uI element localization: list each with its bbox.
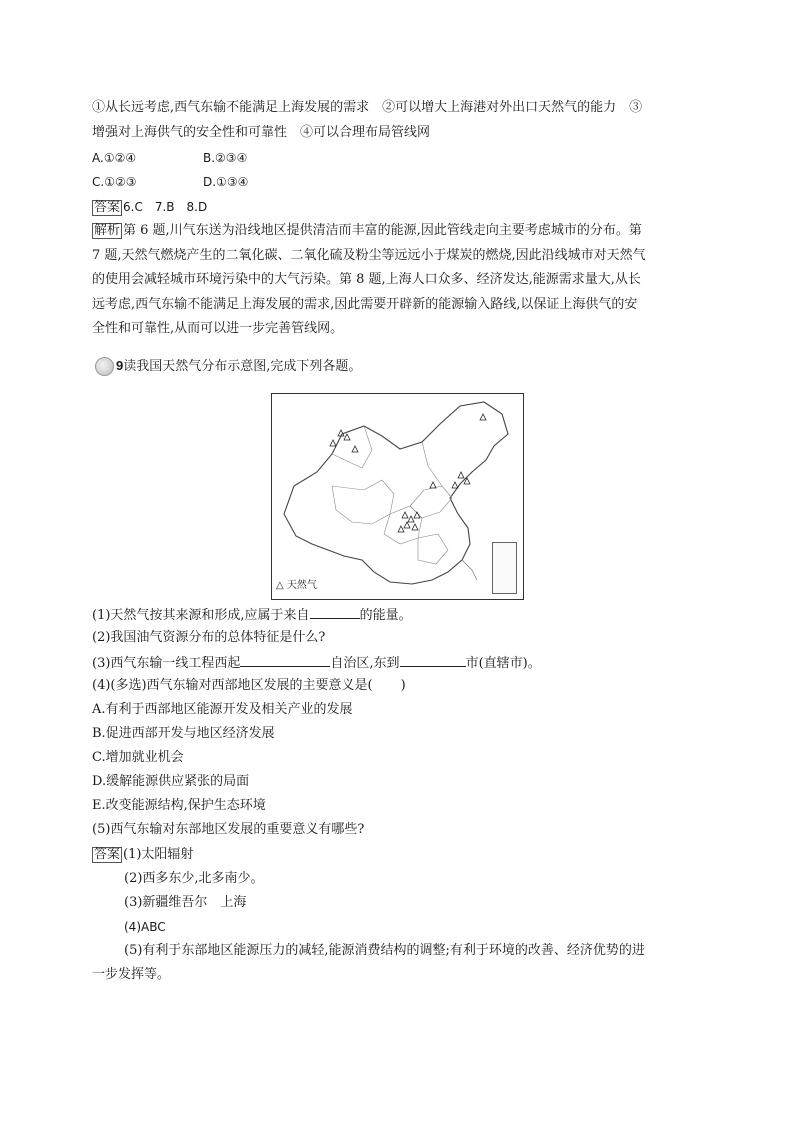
- analysis-line-4: 远考虑,西气东输不能满足上海发展的需求,因此需要开辟新的能源输入路线,以保证上海供气的安: [92, 297, 638, 312]
- sub-question-4-option-d: D.缓解能源供应紧张的局面: [92, 774, 250, 789]
- sub-question-5: (5)西气东输对东部地区发展的重要意义有哪些?: [92, 822, 365, 837]
- sub-question-1: [92, 606, 412, 624]
- answer-block-2: [92, 847, 193, 863]
- answer-block-1: [92, 199, 207, 216]
- question-prompt: 读我国天然气分布示意图,完成下列各题。: [123, 359, 362, 374]
- answer-9-3: (3)新疆维吾尔 上海: [124, 895, 247, 910]
- choice-c: C.①②③: [92, 175, 137, 189]
- sub-question-4-text: (4)(多选)西气东输对西部地区发展的主要意义是(: [92, 678, 373, 693]
- natural-gas-distribution-map: [271, 393, 524, 600]
- answer-blank[interactable]: [400, 654, 466, 667]
- sub-question-1-text: (1)天然气按其来源和形成,应属于来自: [92, 608, 310, 623]
- sub-question-4-option-c: C.增加就业机会: [92, 750, 184, 765]
- option-statements-line-2: 增强对上海供气的安全性和可靠性 ④可以合理布局管线网: [92, 125, 431, 140]
- analysis-line-2: 7 题,天然气燃烧产生的二氧化碳、二氧化硫及粉尘等远远小于煤炭的燃烧,因此沿线城市对天然气: [92, 248, 646, 263]
- answer-9-4: (4)ABC: [124, 920, 166, 934]
- question-number: 9: [116, 358, 124, 373]
- question-9-heading: [95, 357, 361, 376]
- answer-tag: 答案: [94, 200, 121, 215]
- choice-b: B.②③④: [203, 151, 248, 165]
- answer-tag: 答案: [94, 847, 121, 862]
- sub-question-3: [92, 654, 541, 672]
- sub-question-3-text: (3)西气东输一线工程西起: [92, 656, 241, 671]
- choice-a: A.①②④: [92, 151, 137, 165]
- map-legend: △ 天然气: [276, 580, 317, 591]
- answer-blank[interactable]: [310, 606, 360, 619]
- analysis-line-5: 全性和可靠性,从而可以进一步完善管线网。: [92, 321, 344, 336]
- china-map-outline: [272, 394, 523, 599]
- sub-question-3-tail: 市(直辖市)。: [465, 656, 541, 671]
- analysis-tag: 解析: [94, 223, 121, 238]
- answer-9-5-line-1: (5)有利于东部地区能源压力的减轻,能源消费结构的调整;有利于环境的改善、经济优势的进: [124, 943, 645, 958]
- sub-question-4-option-e: E.改变能源结构,保护生态环境: [92, 798, 266, 813]
- sub-question-4-option-b: B.促进西部开发与地区经济发展: [92, 726, 275, 741]
- sub-question-4: [92, 678, 406, 694]
- analysis-line-1: [92, 223, 642, 239]
- answer-9-2: (2)西多东少,北多南少。: [124, 871, 264, 886]
- choice-d: D.①③④: [203, 175, 249, 189]
- sub-question-4-option-a: A.有利于西部地区能源开发及相关产业的发展: [92, 702, 353, 717]
- gas-field-markers: [330, 414, 486, 532]
- sub-question-3-mid: 自治区,东到: [330, 656, 400, 671]
- answer-9-1: (1)太阳辐射: [123, 847, 194, 862]
- sub-question-4-tail: ): [400, 678, 406, 693]
- sub-question-1-tail: 的能量。: [359, 608, 412, 623]
- question-marker-icon: [95, 357, 114, 376]
- analysis-text-1: 第 6 题,川气东送为沿线地区提供清洁而丰富的能源,因此管线走向主要考虑城市的分布。第: [123, 223, 642, 238]
- south-china-sea-inset: [492, 542, 517, 594]
- analysis-line-3: 的使用会减轻城市环境污染中的大气污染。第 8 题,上海人口众多、经济发达,能源需求量大,从长: [92, 272, 641, 287]
- answer-text: 6.C 7.B 8.D: [123, 200, 208, 214]
- option-statements-line-1: ①从长远考虑,西气东输不能满足上海发展的需求 ②可以增大上海港对外出口天然气的能力 ③: [92, 100, 643, 115]
- answer-9-5-line-2: 一步发挥等。: [92, 967, 171, 982]
- sub-question-2: (2)我国油气资源分布的总体特征是什么?: [92, 630, 326, 645]
- answer-blank[interactable]: [240, 654, 330, 667]
